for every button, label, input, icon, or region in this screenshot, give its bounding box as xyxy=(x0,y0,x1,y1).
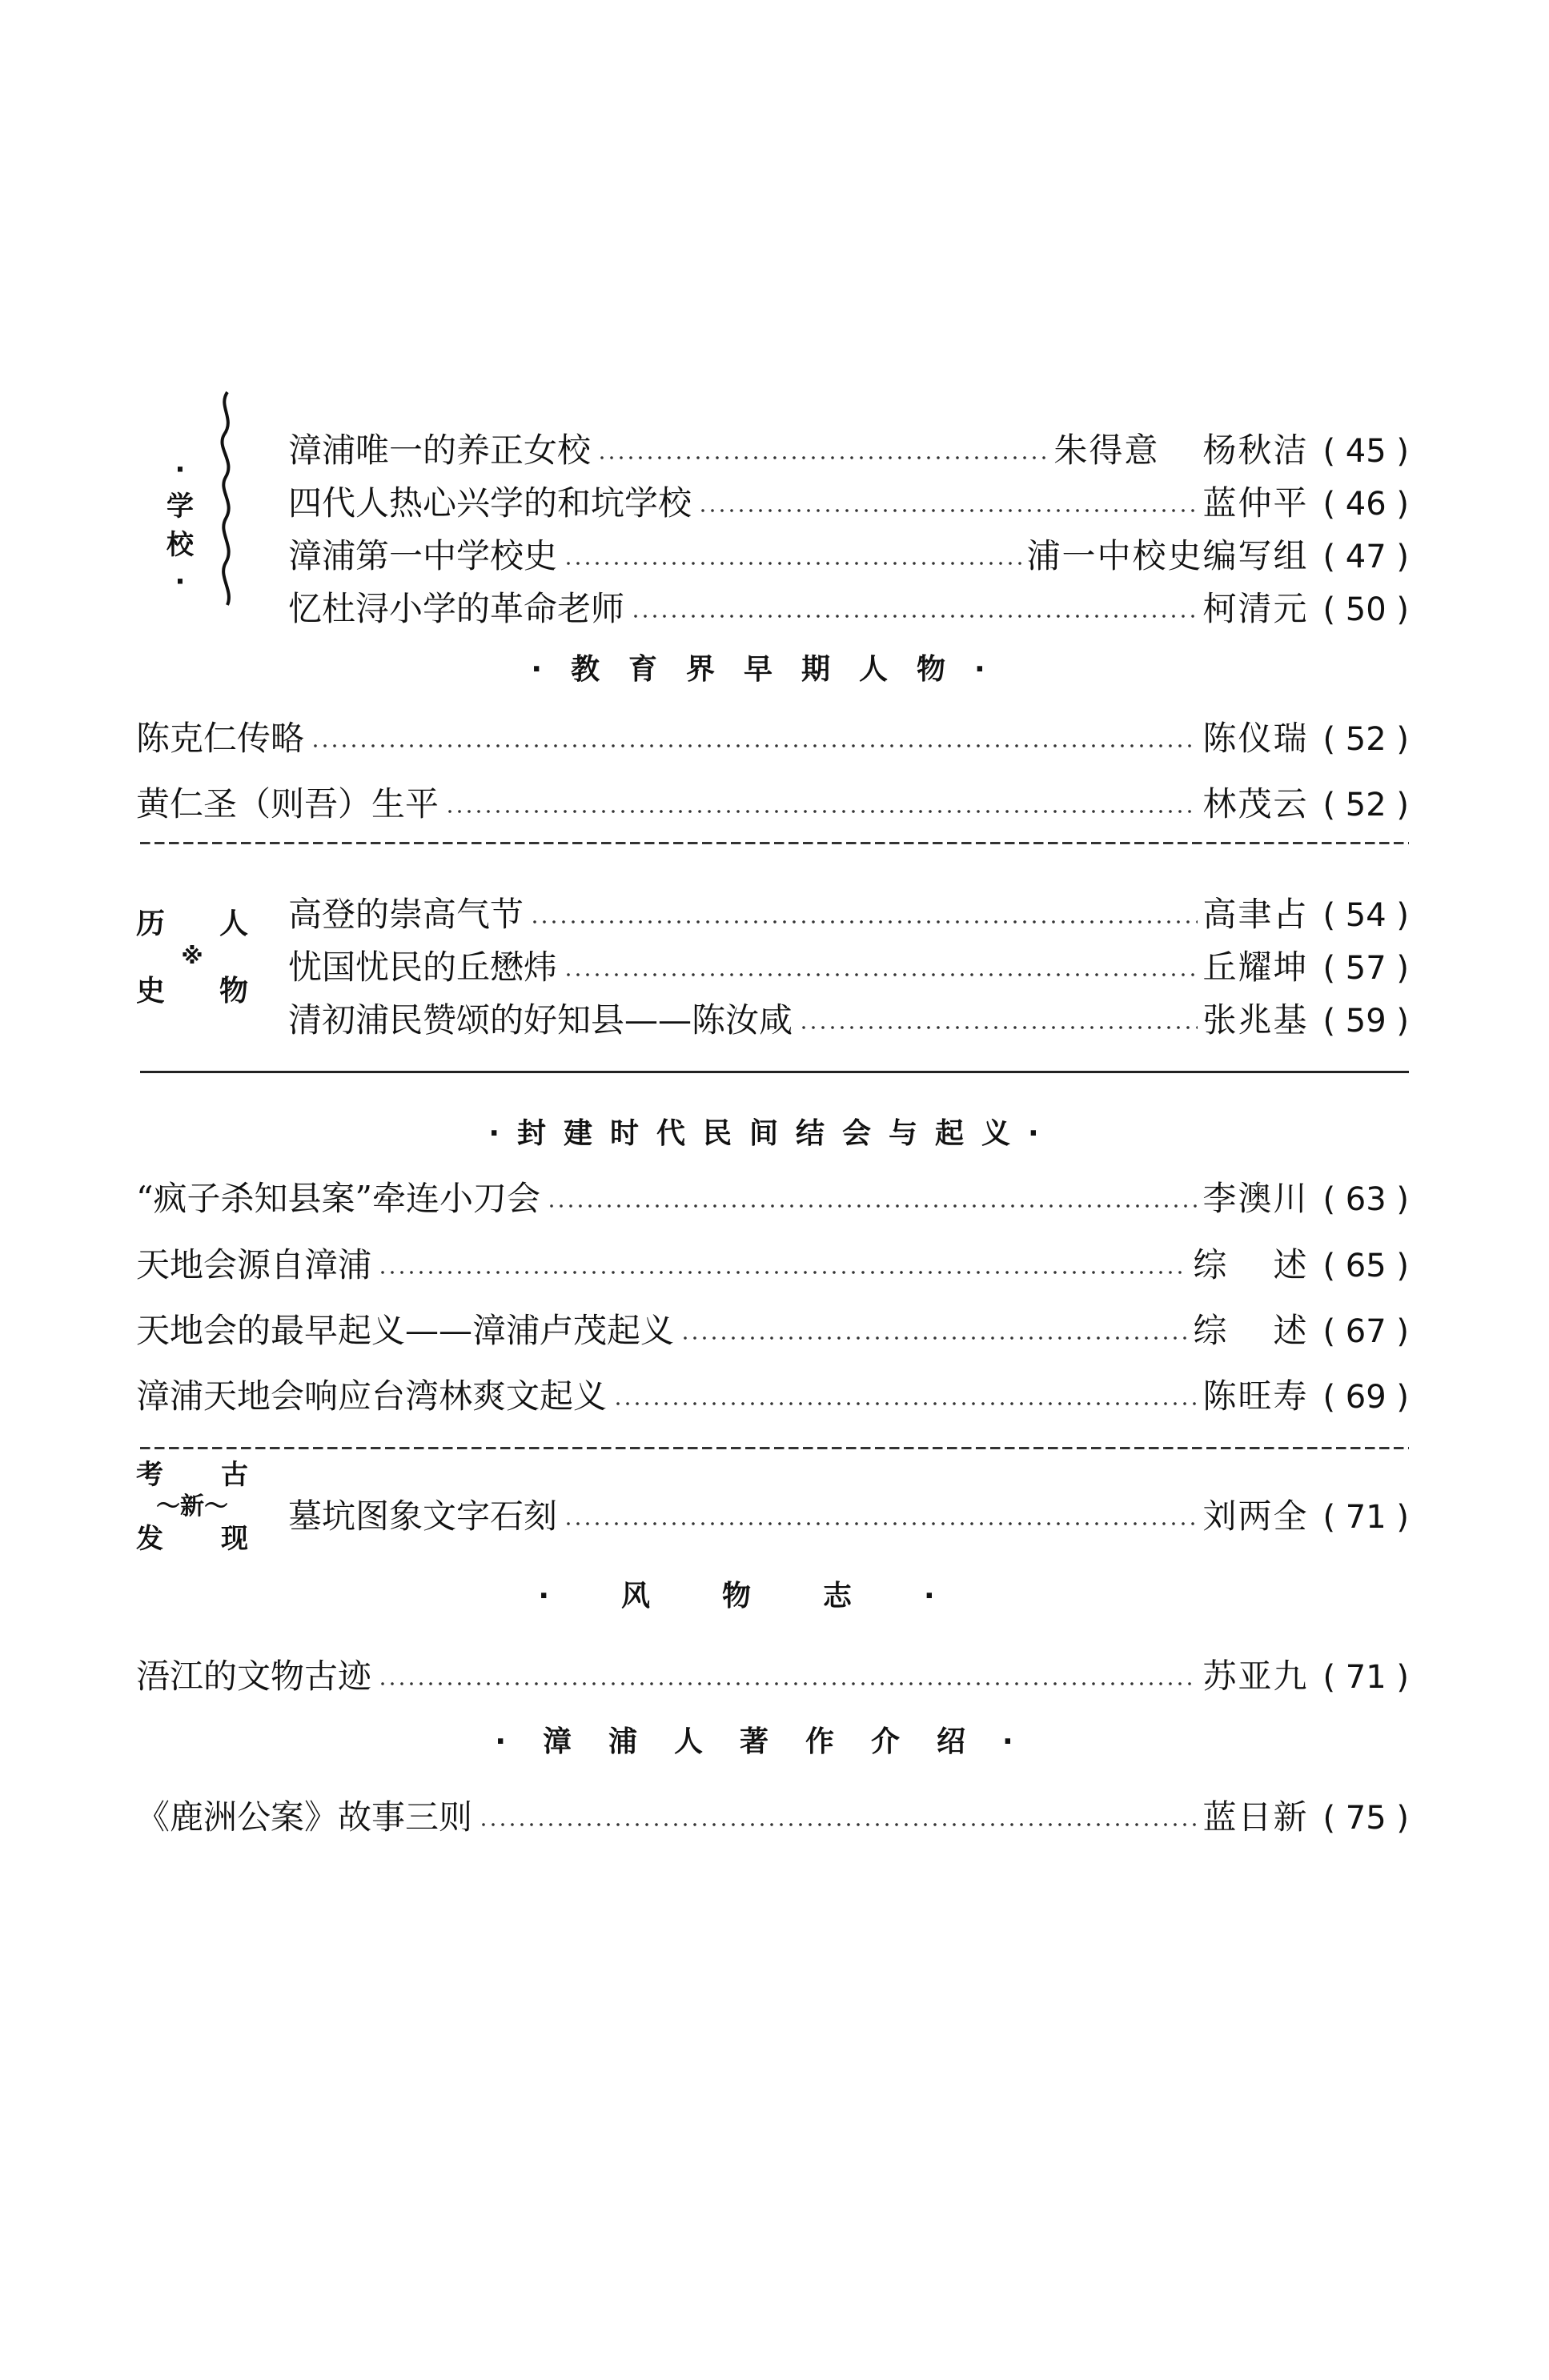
entry-title: 天地会源自漳浦 xyxy=(136,1245,372,1284)
label-char: 物 xyxy=(219,975,248,1008)
wavy-brace-icon xyxy=(215,391,239,607)
entry-title: 陈克仁传略 xyxy=(136,719,305,758)
entry-page: ( 46 ) xyxy=(1322,486,1409,523)
entry-title: 黄仁圣（则吾）生平 xyxy=(136,784,439,823)
school-label-text: 学校 xyxy=(167,491,194,561)
flower-ornament-icon: ※ xyxy=(181,943,203,969)
toc-entry[interactable] xyxy=(288,522,1409,573)
entry-title: 浯江的文物古迹 xyxy=(136,1657,372,1696)
entry-author: 浦一中校史编写组 xyxy=(1026,536,1309,575)
author-char: 述 xyxy=(1273,1245,1309,1284)
toc-entry[interactable] xyxy=(288,880,1409,932)
toc-entry[interactable] xyxy=(136,1164,1409,1216)
entry-page: ( 71 ) xyxy=(1322,1659,1409,1696)
entry-author: 林茂云 xyxy=(1202,784,1309,823)
label-char: ～新～ xyxy=(156,1493,228,1521)
entry-author: 刘两全 xyxy=(1202,1497,1309,1536)
toc-entry[interactable] xyxy=(136,1296,1409,1348)
author-char: 综 xyxy=(1193,1311,1229,1350)
entry-author: 丘耀坤 xyxy=(1202,948,1309,987)
entry-title: 忆杜浔小学的革命老师 xyxy=(288,589,625,628)
entry-page: ( 57 ) xyxy=(1322,950,1409,987)
section-heading-customs: ·风物志· xyxy=(538,1580,1007,1613)
dot-leader xyxy=(445,810,1198,813)
section-divider xyxy=(140,1447,1409,1449)
entry-author: 陈仪瑞 xyxy=(1202,719,1309,758)
toc-entry[interactable] xyxy=(136,1642,1409,1696)
label-char: 古 xyxy=(221,1459,248,1491)
entry-title: 四代人热心兴学的和坑学校 xyxy=(288,483,692,523)
entry-author: 李澳川 xyxy=(1202,1179,1309,1218)
entry-page: ( 67 ) xyxy=(1322,1313,1409,1350)
entry-author: 高聿占 xyxy=(1202,895,1309,934)
entry-title: 天地会的最早起义——漳浦卢茂起义 xyxy=(136,1311,675,1350)
entry-author-second: 杨秋洁 xyxy=(1202,431,1309,470)
entry-author: 张兆基 xyxy=(1202,1000,1309,1040)
dot-leader xyxy=(378,1682,1198,1685)
toc-entry[interactable] xyxy=(136,1783,1409,1837)
entry-author: 蓝日新 xyxy=(1202,1797,1309,1837)
history-people-label xyxy=(136,900,248,1016)
dot-leader xyxy=(631,615,1198,618)
dot-leader xyxy=(613,1402,1198,1405)
toc-entry[interactable] xyxy=(288,416,1409,470)
entry-page: ( 59 ) xyxy=(1322,1003,1409,1040)
dot-leader xyxy=(597,456,1049,459)
toc-entry[interactable] xyxy=(136,1231,1409,1282)
toc-entry[interactable] xyxy=(136,704,1409,758)
dot-leader xyxy=(530,920,1198,924)
label-char: 人 xyxy=(219,908,248,940)
archaeology-label xyxy=(136,1456,248,1557)
toc-entry[interactable] xyxy=(288,933,1409,987)
entry-author: 蓝仲平 xyxy=(1202,483,1309,523)
entry-author: 柯清元 xyxy=(1202,589,1309,628)
label-char: 考 xyxy=(136,1459,163,1491)
entry-title: 清初浦民赞颂的好知县——陈汝咸 xyxy=(288,1000,793,1040)
label-char: 历 xyxy=(136,908,166,940)
entry-author xyxy=(1193,1311,1309,1350)
section-heading-early-figures: ·教育界早期人物· xyxy=(531,653,1014,686)
dot-leader xyxy=(547,1204,1198,1208)
school-group-label: · 学校 · xyxy=(164,452,196,599)
dot-leader xyxy=(680,1336,1188,1340)
dot-leader xyxy=(564,973,1198,976)
entry-page: ( 69 ) xyxy=(1322,1379,1409,1416)
toc-entry[interactable] xyxy=(288,575,1409,626)
label-char: 史 xyxy=(136,975,166,1008)
section-heading-works: ·漳浦人著作介绍· xyxy=(495,1725,1050,1758)
toc-entry[interactable] xyxy=(136,1362,1409,1416)
entry-title: “疯子杀知县案”牵连小刀会 xyxy=(136,1179,540,1218)
section-divider xyxy=(140,842,1409,844)
toc-entry[interactable] xyxy=(288,986,1409,1040)
toc-entry[interactable] xyxy=(288,1482,1409,1536)
entry-page: ( 54 ) xyxy=(1322,897,1409,934)
toc-entry[interactable] xyxy=(288,469,1409,523)
entry-title: 漳浦第一中学校史 xyxy=(288,536,558,575)
entry-title: 忧国忧民的丘懋炜 xyxy=(288,948,558,987)
entry-author: 苏亚九 xyxy=(1202,1657,1309,1696)
entry-title: 墓坑图象文字石刻 xyxy=(288,1497,558,1536)
dot-leader xyxy=(564,562,1021,565)
entry-page: ( 75 ) xyxy=(1322,1800,1409,1837)
entry-page: ( 63 ) xyxy=(1322,1181,1409,1218)
dot-leader xyxy=(698,509,1198,512)
entry-title: 漳浦天地会响应台湾林爽文起义 xyxy=(136,1376,608,1416)
entry-page: ( 45 ) xyxy=(1322,433,1409,470)
entry-page: ( 52 ) xyxy=(1322,721,1409,758)
dot-leader xyxy=(378,1271,1188,1274)
entry-title: 《鹿洲公案》故事三则 xyxy=(136,1797,473,1837)
entry-page: ( 47 ) xyxy=(1322,539,1409,575)
entry-page: ( 65 ) xyxy=(1322,1248,1409,1284)
entry-author xyxy=(1193,1245,1309,1284)
entry-page: ( 52 ) xyxy=(1322,787,1409,823)
entry-title: 漳浦唯一的养正女校 xyxy=(288,431,592,470)
author-char: 综 xyxy=(1193,1245,1229,1284)
entry-author: 陈旺寿 xyxy=(1202,1376,1309,1416)
section-heading-uprisings: ·封建时代民间结会与起义· xyxy=(488,1117,1057,1150)
toc-entry[interactable] xyxy=(136,770,1409,821)
dot-leader xyxy=(479,1823,1198,1826)
label-char: 发 xyxy=(136,1523,163,1555)
label-char: 现 xyxy=(221,1523,248,1555)
dot-leader xyxy=(564,1522,1198,1525)
dot-leader xyxy=(799,1026,1198,1029)
entry-author: 朱得意 xyxy=(1053,431,1160,470)
dot-leader xyxy=(311,744,1198,747)
entry-title: 高登的崇高气节 xyxy=(288,895,524,934)
section-divider xyxy=(140,1071,1409,1073)
entry-page: ( 50 ) xyxy=(1322,591,1409,628)
entry-page: ( 71 ) xyxy=(1322,1499,1409,1536)
author-char: 述 xyxy=(1273,1311,1309,1350)
